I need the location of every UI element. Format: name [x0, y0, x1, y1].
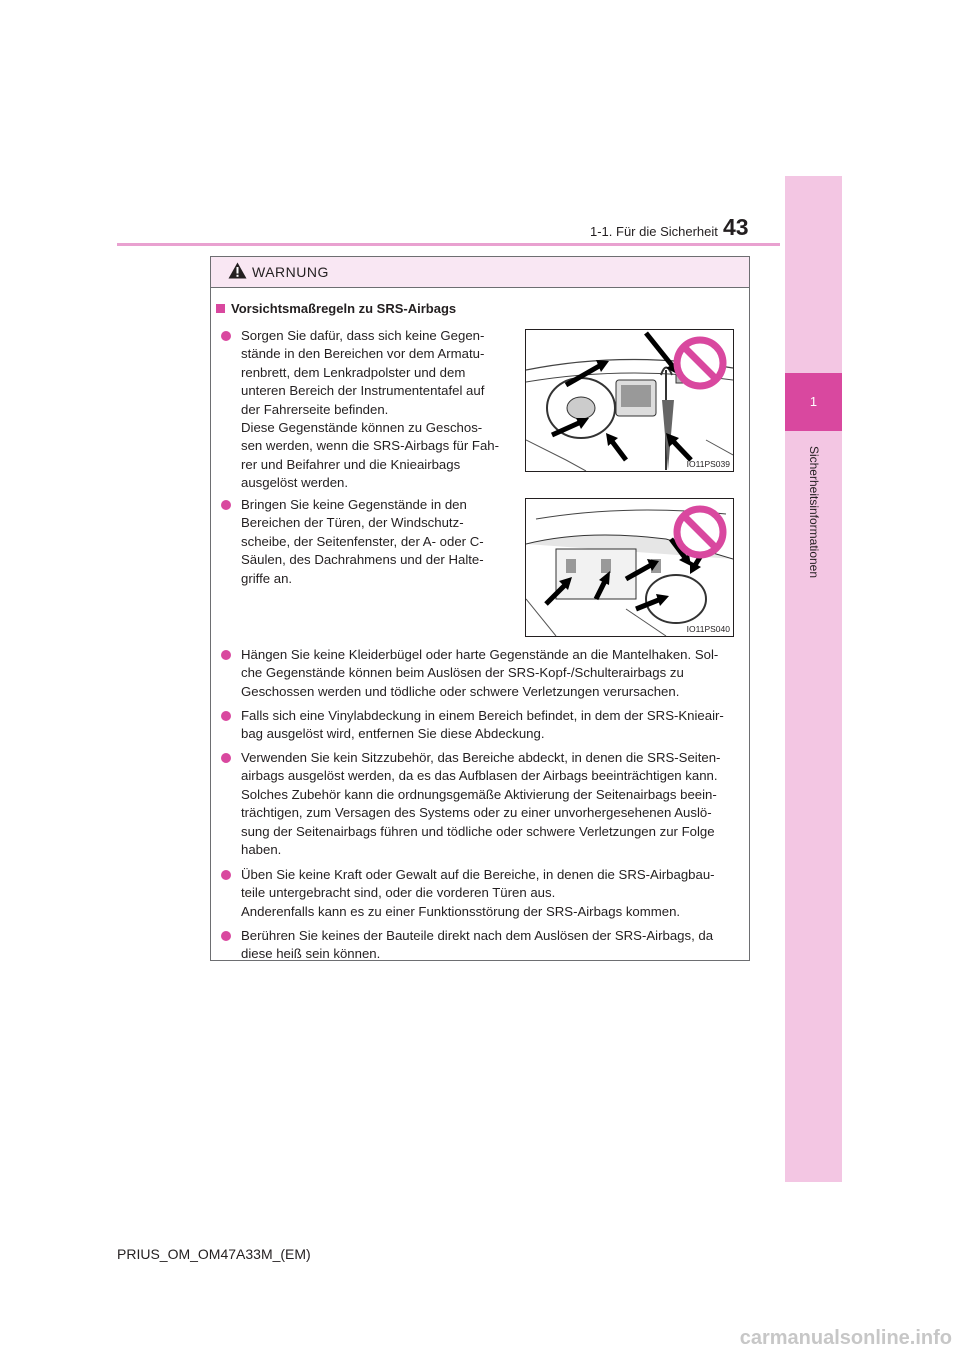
section-title: Vorsichtsmaßregeln zu SRS-Airbags [216, 301, 456, 316]
figure-door-area [525, 498, 734, 637]
warning-title: WARNUNG [252, 264, 329, 280]
header-divider [117, 243, 780, 246]
bullet-icon [221, 931, 231, 941]
bullet-icon [221, 500, 231, 510]
figure-code: IO11PS039 [686, 459, 730, 469]
page-number: 43 [723, 214, 749, 240]
prohibition-icon [673, 505, 727, 559]
chapter-label: Sicherheitsinformationen [807, 445, 821, 579]
list-item: Bringen Sie keine Gegenstände in den Bereichen der Türen, der Windschutz- scheibe, der Seitenfenster, der A- oder C- Säulen, des Dachrahmens und der Halte- griffe an. [221, 496, 517, 588]
bullet-icon [221, 753, 231, 763]
list-item: Berühren Sie keines der Bauteile direkt nach dem Auslösen der SRS-Airbags, da diese heiß sein können. [221, 927, 743, 964]
section-header: 1-1. Für die Sicherheit [590, 224, 718, 239]
list-item: Hängen Sie keine Kleiderbügel oder harte Gegenstände an die Mantelhaken. Sol- che Gegenstände können beim Auslösen der SRS-Kopf-/Schulterairbags zu Geschossen werden und tödliche oder schwere Verletzungen verursachen. [221, 646, 743, 701]
list-item: Falls sich eine Vinylabdeckung in einem Bereich befindet, in dem der SRS-Knieair- bag ausgelöst wird, entfernen Sie diese Abdeckung. [221, 707, 743, 744]
chapter-side-tab [785, 176, 842, 1182]
watermark: carmanualsonline.info [739, 1327, 952, 1349]
prohibition-icon [673, 336, 727, 390]
warning-box [210, 256, 750, 961]
list-item: Üben Sie keine Kraft oder Gewalt auf die Bereiche, in denen die SRS-Airbagbau- teile untergebracht sind, oder die vorderen Türen aus. Anderenfalls kann es zu einer Funktionsstörung der SRS-Airbags kommen. [221, 866, 743, 921]
figure-code: IO11PS040 [686, 624, 730, 634]
square-bullet-icon [216, 304, 225, 313]
doc-code: PRIUS_OM_OM47A33M_(EM) [117, 1246, 311, 1262]
bullet-icon [221, 711, 231, 721]
bullet-icon [221, 650, 231, 660]
chapter-number: 1 [785, 373, 842, 431]
list-item: Verwenden Sie kein Sitzzubehör, das Bereiche abdeckt, in denen die SRS-Seiten- airbags ausgelöst werden, da es das Aufblasen der Airbags beeinträchtigen kann. Solches Zubehör kann die ordnungsgemäße Aktivierung der Seitenairbags beein- trächtigen, zum Versagen des Systems oder zu einer unvorhergesehenen Auslö- sung der Seitenairbags führen und tödliche oder schwere Verletzungen zur Folge haben. [221, 749, 743, 859]
warning-header [211, 257, 749, 288]
figure-dashboard [525, 329, 734, 472]
bullet-icon [221, 870, 231, 880]
bullet-icon [221, 331, 231, 341]
list-item: Sorgen Sie dafür, dass sich keine Gegen- stände in den Bereichen vor dem Armatu- renbrett, dem Lenkradpolster und dem unteren Bereich der Instrumententafel auf der Fahrerseite befinden. Diese Gegenstände können zu Geschos- sen werden, wenn die SRS-Airbags für Fah- rer und Beifahrer und die Knieairbags ausgelöst werden. [221, 327, 517, 493]
warning-triangle-icon [228, 262, 247, 279]
